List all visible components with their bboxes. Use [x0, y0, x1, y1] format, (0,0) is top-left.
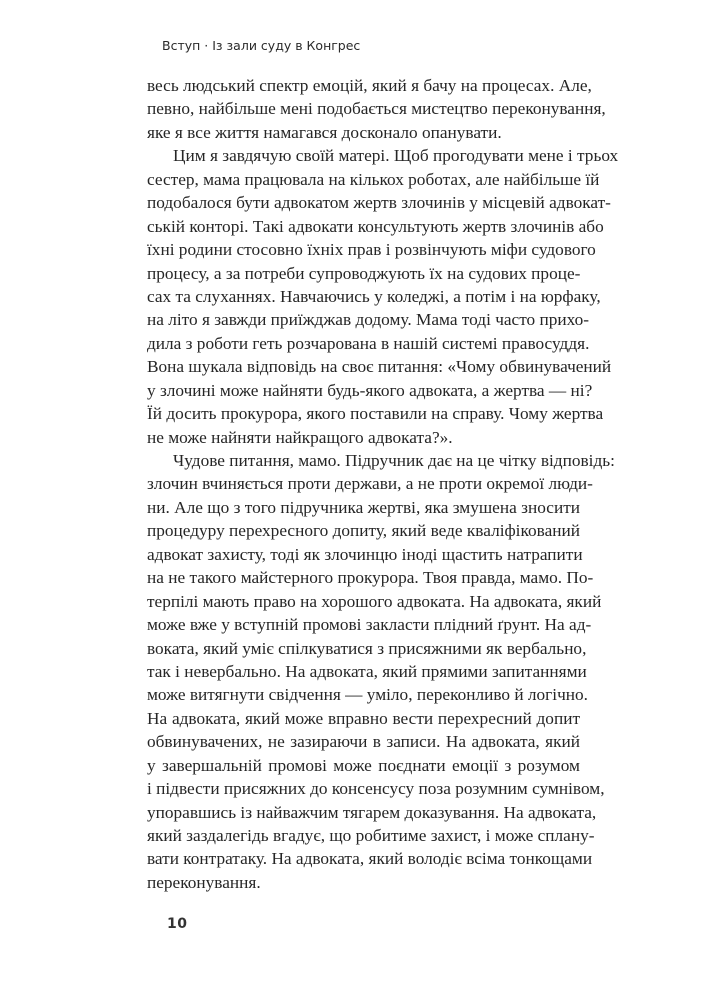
text-line: упоравшись із найважчим тягарем доказування. На адвоката, — [147, 802, 597, 822]
text-line: Чудове питання, мамо. Підручник дає на це чітку відповідь: — [173, 451, 615, 470]
text-line: яке я все життя намагався досконало опанувати. — [147, 122, 502, 142]
text-line: обвинувачених, не зазираючи в записи. На адвоката, який — [147, 732, 580, 752]
paragraph — [147, 449, 615, 894]
text-line: може витягнути свідчення — уміло, переконливо й логічно. — [147, 685, 588, 705]
text-line: ській конторі. Такі адвокати консультують жертв злочинів або — [147, 216, 604, 236]
text-line: Цим я завдячую своїй матері. Щоб прогодувати мене і трьох — [173, 146, 619, 166]
text-line: процесу, а за потреби супроводжують їх на судових проце- — [147, 263, 581, 283]
page-number: 10 — [167, 916, 188, 932]
text-line: на не такого майстерного прокурора. Твоя правда, мамо. По- — [147, 568, 594, 588]
text-line: Їй досить прокурора, якого поставили на справу. Чому жертва — [147, 404, 604, 424]
text-line: подобалося бути адвокатом жертв злочинів у місцевій адвокат- — [147, 193, 611, 213]
text-line: певно, найбільше мені подобається мистецтво переконування, — [147, 99, 606, 119]
text-line: у завершальній промові може поєднати емоції з розумом — [147, 755, 580, 775]
paragraph — [147, 144, 619, 449]
text-line: ни. Але що з того підручника жертві, яка змушена зносити — [147, 497, 580, 517]
text-line: сестер, мама працювала на кількох роботах, але найбільше їй — [147, 169, 600, 189]
text-line: сах та слуханнях. Навчаючись у коледжі, а потім і на юрфаку, — [147, 286, 601, 306]
running-header: Вступ · Із зали суду в Конгрес — [162, 38, 361, 53]
text-line: і підвести присяжних до консенсусу поза розумним сумнівом, — [147, 779, 605, 799]
text-line: процедуру перехресного допиту, який веде кваліфікований — [147, 521, 580, 541]
text-line: дила з роботи геть розчарована в нашій системі правосуддя. — [147, 333, 590, 353]
text-line: не може найняти найкращого адвоката?». — [147, 427, 453, 447]
paragraph — [147, 74, 606, 144]
text-line: воката, який уміє спілкуватися з присяжними як вербально, — [147, 638, 587, 658]
text-line: терпілі мають право на хорошого адвоката. На адвоката, який — [147, 591, 602, 611]
text-line: на літо я завжди приїжджав додому. Мама тоді часто прихо- — [147, 310, 590, 330]
text-line: їхні родини стосовно їхніх прав і розвінчують міфи судового — [147, 240, 596, 260]
text-line: злочин вчиняється проти держави, а не проти окремої люди- — [147, 474, 593, 494]
text-line: у злочині може найняти будь-якого адвоката, а жертва — ні? — [147, 380, 593, 400]
text-line: вати контратаку. На адвоката, який володіє всіма тонкощами — [147, 849, 593, 869]
text-line: Вона шукала відповідь на своє питання: «Чому обвинувачений — [147, 357, 612, 377]
text-line: весь людський спектр емоцій, який я бачу на процесах. Але, — [147, 76, 592, 95]
text-line: який заздалегідь вгадує, що робитиме захист, і може сплану- — [147, 826, 595, 845]
text-line: адвокат захисту, тоді як злочинцю іноді щастить натрапити — [147, 544, 583, 564]
body-text — [147, 74, 619, 894]
text-line: На адвоката, який може вправно вести перехресний допит — [147, 708, 580, 728]
text-line: так і невербально. На адвоката, який прямими запитаннями — [147, 661, 587, 681]
text-line: може вже у вступній промові закласти плідний ґрунт. На ад- — [147, 615, 592, 635]
text-line: переконування. — [147, 872, 261, 892]
